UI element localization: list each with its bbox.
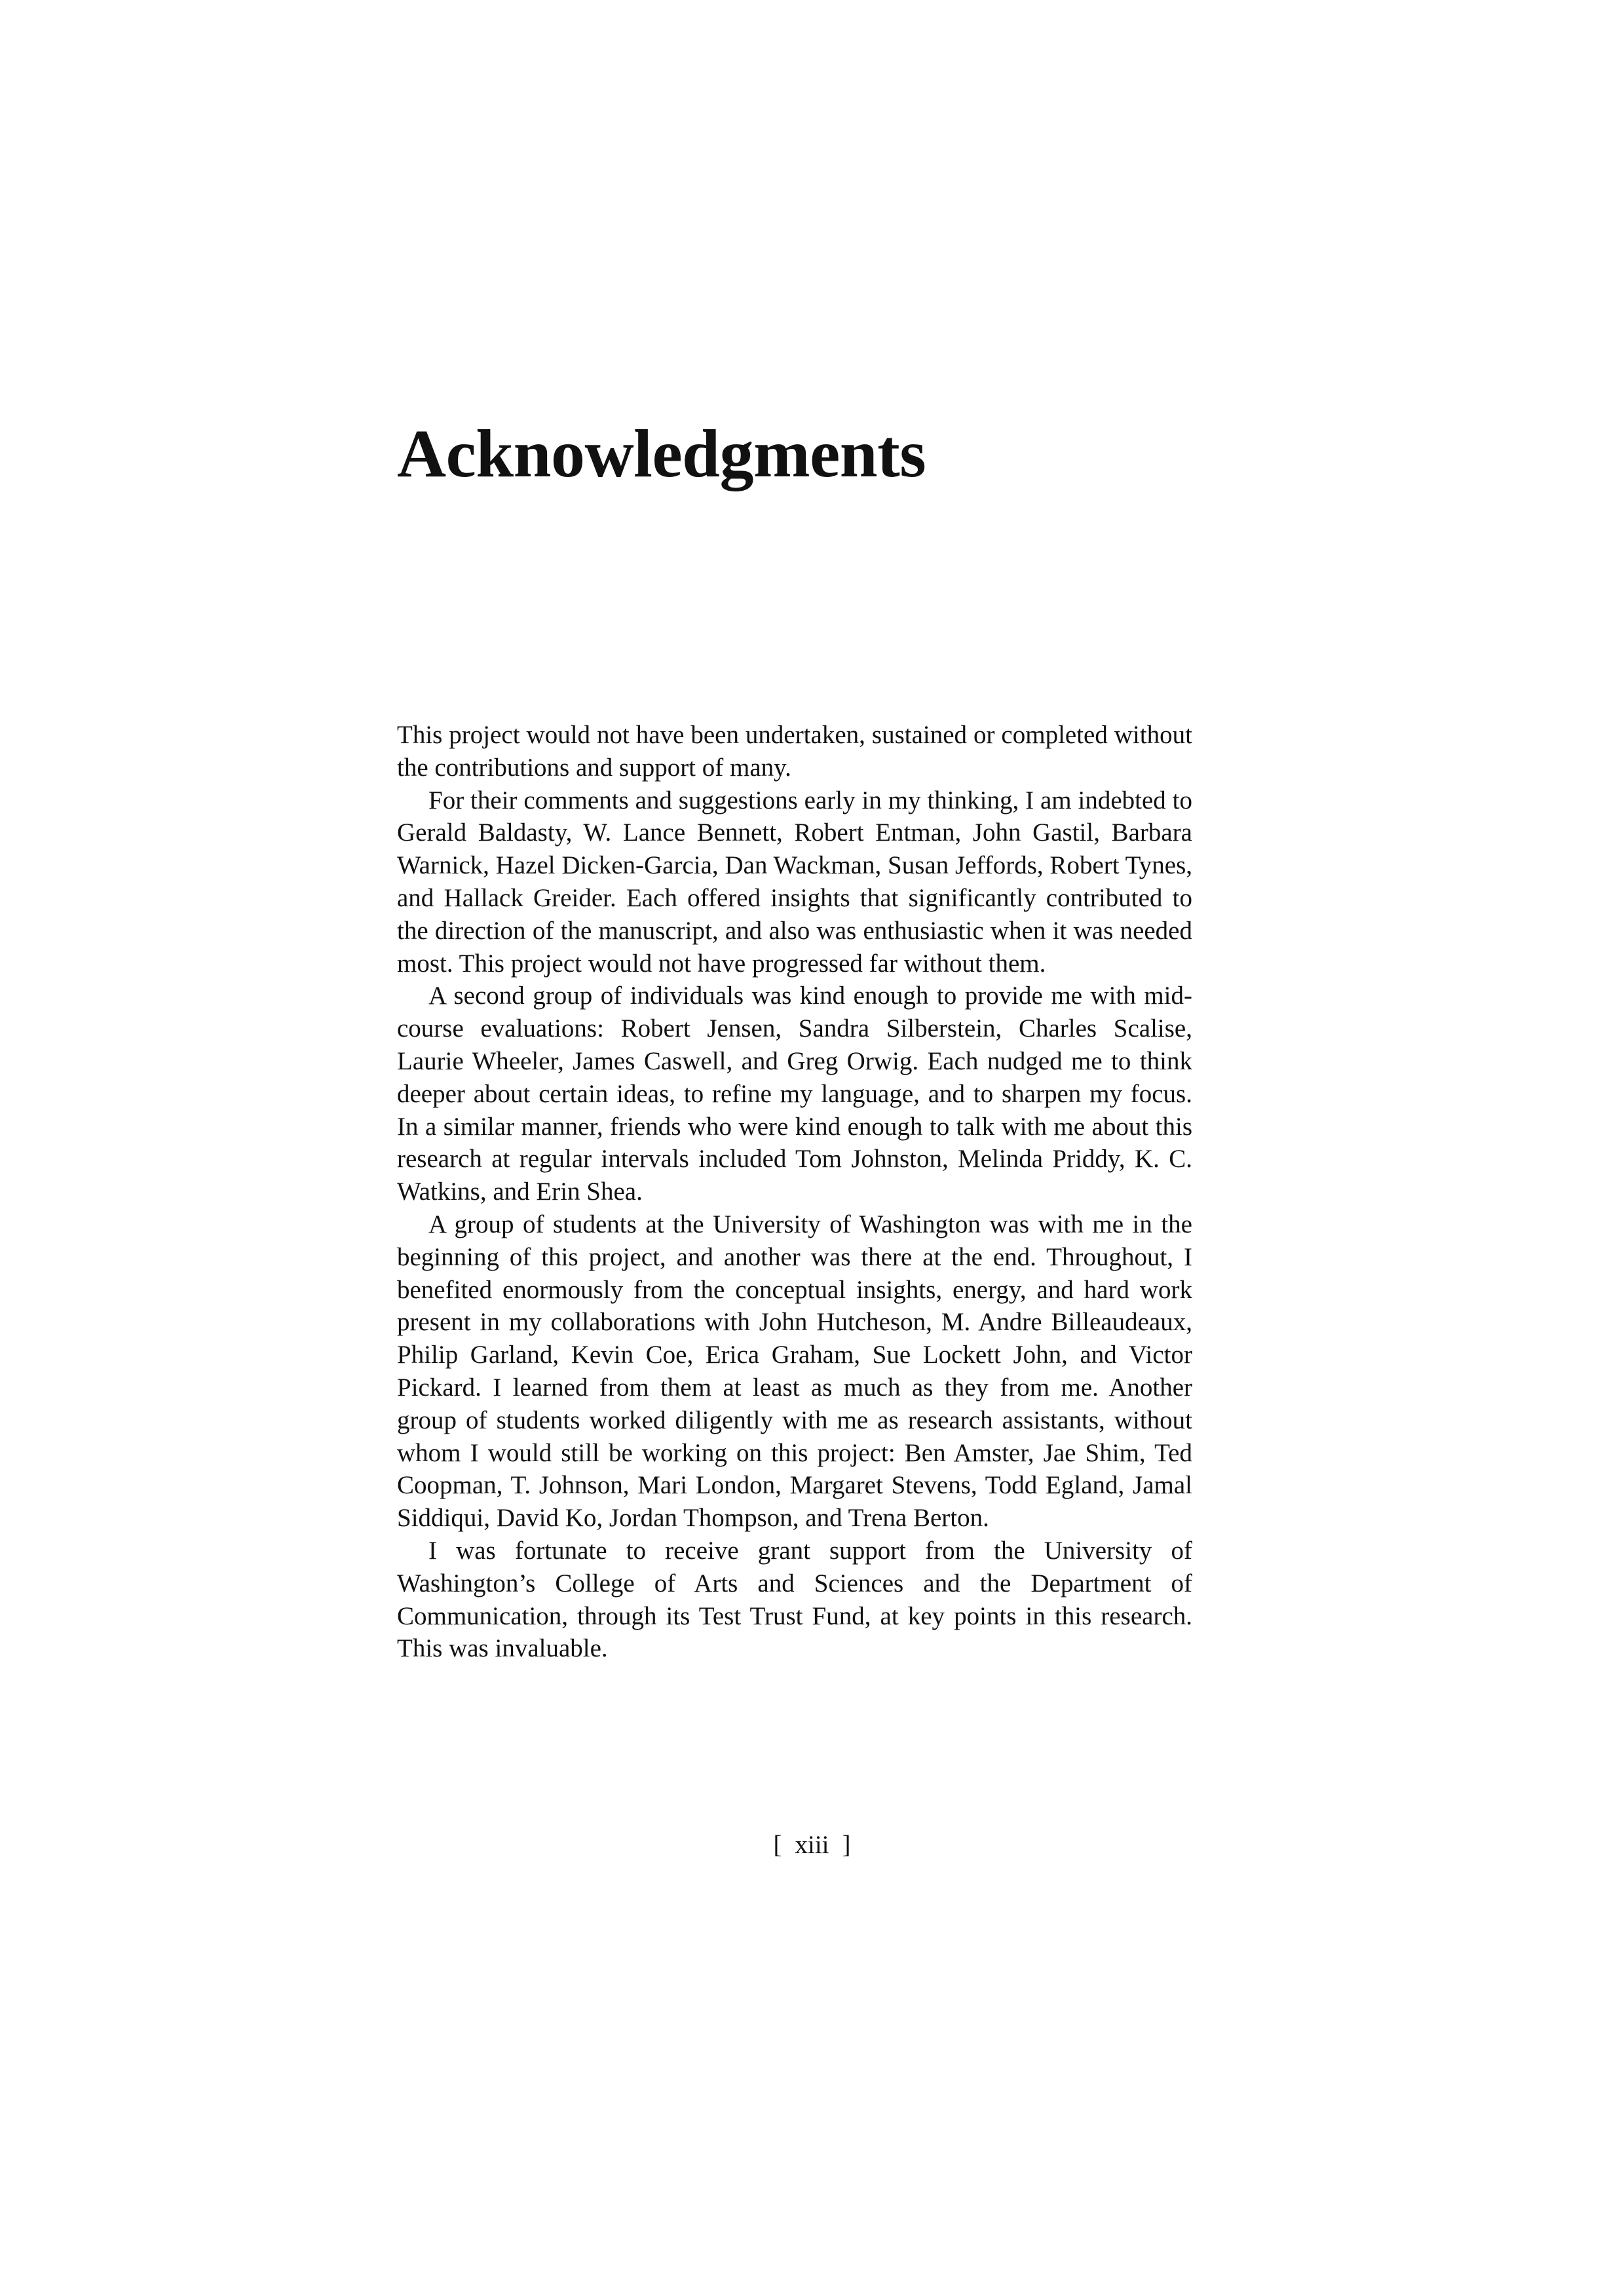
paragraph-2: For their comments and suggestions early in my thinking, I am indebted to Gerald Baldasty, W. Lance Bennett, Robert Entman, John Gastil, Barbara Warnick, Hazel Dicken-Garcia, Dan Wackman, Susan Jeffords, Robert Tynes, and Hallack Greider. Each offered insights that significantly contributed to the direction of the manuscript, and also was enthusiastic when it was needed most. This project would not have progressed far without them. bbox=[397, 786, 1192, 978]
page-number-close-bracket: ] bbox=[842, 1831, 851, 1859]
acknowledgments-body bbox=[397, 719, 1192, 1665]
page-number-value: xiii bbox=[795, 1831, 829, 1859]
paragraph-3: A second group of individuals was kind enough to provide me with mid-course evaluations: Robert Jensen, Sandra Silberstein, Charles Scalise, Laurie Wheeler, James Caswell, and Greg Orwig. Each nudged me to think deeper about certain ideas, to refine my language, and to sharpen my focus. In a similar manner, friends who were kind enough to talk with me about this research at regular intervals included Tom Johnston, Melinda Priddy, K. C. Watkins, and Erin Shea. bbox=[397, 982, 1192, 1206]
chapter-title: Acknowledgments bbox=[397, 416, 926, 491]
paragraph-4: A group of students at the University of Washington was with me in the beginning of this project, and another was there at the end. Throughout, I benefited enormously from the conceptual insights, energy, and hard work present in my collaborations with John Hutcheson, M. Andre Billeaudeaux, Philip Garland, Kevin Coe, Erica Graham, Sue Lockett John, and Victor Pickard. I learned from them at least as much as they from me. Another group of students worked diligently with me as research assistants, without whom I would still be working on this project: Ben Amster, Jae Shim, Ted Coopman, T. Johnson, Mari London, Margaret Stevens, Todd Egland, Jamal Siddiqui, David Ko, Jordan Thompson, and Trena Berton. bbox=[397, 1210, 1192, 1533]
page-number-open-bracket: [ bbox=[773, 1831, 782, 1859]
page-number bbox=[0, 1829, 1624, 1862]
paragraph-5: I was fortunate to receive grant support from the University of Washington’s College of Arts and Sciences and the Department of Communication, through its Test Trust Fund, at key points in this research. This was invaluable. bbox=[397, 1536, 1192, 1663]
paragraph-1: This project would not have been undertaken, sustained or completed without the contributions and support of many. bbox=[397, 721, 1192, 782]
